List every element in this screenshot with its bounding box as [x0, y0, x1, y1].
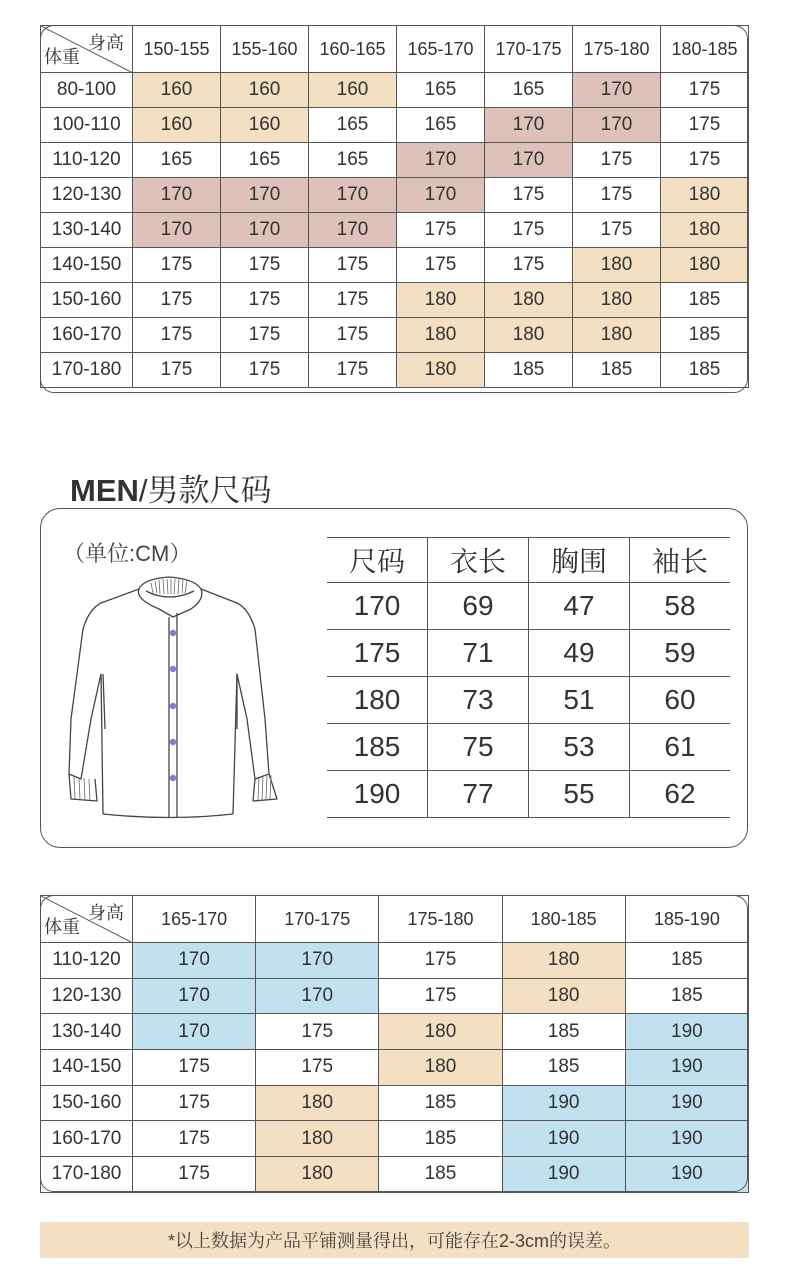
size-cell: 175 — [133, 1085, 256, 1121]
size-cell: 175 — [221, 318, 309, 353]
size-cell: 185 — [379, 1121, 502, 1157]
size-table-cell: 51 — [529, 677, 630, 724]
size-cell: 185 — [661, 283, 749, 318]
size-cell: 175 — [221, 283, 309, 318]
size-cell: 180 — [502, 978, 625, 1014]
size-chart-table-2 — [40, 895, 749, 1193]
size-cell: 175 — [133, 1157, 256, 1193]
shirt-illustration — [61, 569, 301, 819]
size-table-cell: 49 — [529, 630, 630, 677]
height-range-header: 165-170 — [133, 896, 256, 943]
size-table-cell: 69 — [428, 583, 529, 630]
size-table-cell: 73 — [428, 677, 529, 724]
size-cell: 190 — [625, 1121, 748, 1157]
size-table-cell: 47 — [529, 583, 630, 630]
size-cell: 175 — [485, 213, 573, 248]
weight-range-cell: 80-100 — [41, 73, 133, 108]
table-row — [41, 1121, 749, 1157]
size-table-cell: 58 — [630, 583, 731, 630]
size-cell: 185 — [502, 1050, 625, 1086]
size-cell: 180 — [256, 1121, 379, 1157]
size-cell: 190 — [625, 1085, 748, 1121]
size-cell: 175 — [309, 248, 397, 283]
size-cell: 175 — [133, 1050, 256, 1086]
size-cell: 180 — [661, 178, 749, 213]
table-row — [327, 630, 730, 677]
size-cell: 185 — [502, 1014, 625, 1050]
corner-cell — [41, 896, 133, 943]
table-row — [41, 353, 749, 388]
size-cell: 185 — [573, 353, 661, 388]
size-cell: 175 — [661, 108, 749, 143]
size-cell: 160 — [309, 73, 397, 108]
size-cell: 185 — [661, 318, 749, 353]
size-cell: 170 — [133, 178, 221, 213]
size-cell: 170 — [221, 178, 309, 213]
weight-range-cell: 170-180 — [41, 353, 133, 388]
size-cell: 175 — [309, 353, 397, 388]
weight-label: 体重 — [44, 47, 80, 67]
measurement-note: *以上数据为产品平铺测量得出，可能存在2-3cm的误差。 — [40, 1222, 749, 1258]
weight-range-cell: 110-120 — [41, 943, 133, 979]
size-cell: 170 — [133, 213, 221, 248]
table-row — [41, 318, 749, 353]
size-cell: 180 — [485, 283, 573, 318]
table-row — [41, 143, 749, 178]
size-table-cell: 55 — [529, 771, 630, 818]
height-range-header: 155-160 — [221, 26, 309, 73]
table-row — [41, 1014, 749, 1050]
weight-range-cell: 130-140 — [41, 1014, 133, 1050]
size-cell: 180 — [573, 283, 661, 318]
weight-range-cell: 160-170 — [41, 318, 133, 353]
shirt-buttons — [170, 630, 176, 781]
size-cell: 175 — [485, 178, 573, 213]
size-cell: 185 — [625, 978, 748, 1014]
men-section-title: MEN/男款尺码 — [70, 473, 272, 508]
size-cell: 170 — [397, 143, 485, 178]
table-row — [41, 178, 749, 213]
unit-label: （单位:CM） — [63, 541, 192, 566]
size-cell: 180 — [573, 248, 661, 283]
height-range-header: 180-185 — [661, 26, 749, 73]
table-row — [41, 978, 749, 1014]
size-cell: 180 — [502, 943, 625, 979]
size-cell: 175 — [133, 353, 221, 388]
height-range-header: 175-180 — [573, 26, 661, 73]
size-cell: 170 — [573, 73, 661, 108]
size-cell: 165 — [221, 143, 309, 178]
height-range-header: 170-175 — [485, 26, 573, 73]
height-label: 身高 — [88, 903, 124, 923]
size-cell: 190 — [625, 1050, 748, 1086]
size-cell: 175 — [133, 1121, 256, 1157]
size-chart-table-1 — [40, 25, 749, 388]
size-cell: 190 — [625, 1157, 748, 1193]
size-table-cell: 75 — [428, 724, 529, 771]
size-cell: 175 — [379, 943, 502, 979]
size-table-header: 衣长 — [428, 538, 529, 583]
height-range-header: 180-185 — [502, 896, 625, 943]
size-cell: 175 — [397, 248, 485, 283]
size-cell: 165 — [309, 108, 397, 143]
corner-cell — [41, 26, 133, 73]
size-cell: 175 — [309, 318, 397, 353]
size-table-cell: 175 — [327, 630, 428, 677]
size-table-header: 袖长 — [630, 538, 731, 583]
size-cell: 175 — [133, 318, 221, 353]
size-cell: 170 — [256, 978, 379, 1014]
size-cell: 175 — [485, 248, 573, 283]
height-range-header: 150-155 — [133, 26, 221, 73]
size-cell: 185 — [661, 353, 749, 388]
height-range-header: 160-165 — [309, 26, 397, 73]
size-cell: 165 — [485, 73, 573, 108]
size-table-cell: 77 — [428, 771, 529, 818]
size-cell: 180 — [661, 248, 749, 283]
size-cell: 180 — [379, 1014, 502, 1050]
table-row — [41, 283, 749, 318]
size-cell: 190 — [625, 1014, 748, 1050]
weight-range-cell: 140-150 — [41, 1050, 133, 1086]
size-cell: 180 — [397, 283, 485, 318]
size-cell: 175 — [397, 213, 485, 248]
size-cell: 170 — [221, 213, 309, 248]
size-cell: 190 — [502, 1121, 625, 1157]
size-cell: 170 — [309, 178, 397, 213]
size-table-cell: 185 — [327, 724, 428, 771]
table-row — [41, 213, 749, 248]
height-label: 身高 — [88, 33, 124, 53]
size-cell: 160 — [221, 108, 309, 143]
men-size-table — [327, 537, 730, 818]
weight-range-cell: 110-120 — [41, 143, 133, 178]
size-table-cell: 170 — [327, 583, 428, 630]
weight-range-cell: 120-130 — [41, 978, 133, 1014]
table-row — [41, 943, 749, 979]
table-row — [327, 771, 730, 818]
size-cell: 170 — [485, 143, 573, 178]
size-table-cell: 53 — [529, 724, 630, 771]
weight-range-cell: 150-160 — [41, 283, 133, 318]
size-table-cell: 61 — [630, 724, 731, 771]
size-cell: 180 — [397, 318, 485, 353]
table-row — [41, 73, 749, 108]
size-cell: 165 — [397, 108, 485, 143]
height-range-header: 175-180 — [379, 896, 502, 943]
size-table-cell: 71 — [428, 630, 529, 677]
table-row — [41, 1157, 749, 1193]
size-cell: 175 — [379, 978, 502, 1014]
size-cell: 160 — [133, 73, 221, 108]
size-cell: 185 — [625, 943, 748, 979]
size-cell: 180 — [379, 1050, 502, 1086]
size-cell: 175 — [573, 178, 661, 213]
size-cell: 175 — [573, 143, 661, 178]
size-cell: 165 — [309, 143, 397, 178]
height-range-header: 165-170 — [397, 26, 485, 73]
size-table-cell: 180 — [327, 677, 428, 724]
size-table-header: 尺码 — [327, 538, 428, 583]
weight-range-cell: 160-170 — [41, 1121, 133, 1157]
table-row — [327, 677, 730, 724]
size-cell: 180 — [256, 1085, 379, 1121]
header-row — [41, 896, 749, 943]
size-table-cell: 190 — [327, 771, 428, 818]
table-row — [41, 1085, 749, 1121]
size-cell: 175 — [573, 213, 661, 248]
size-cell: 180 — [485, 318, 573, 353]
size-cell: 175 — [133, 283, 221, 318]
size-cell: 175 — [221, 248, 309, 283]
size-cell: 175 — [309, 283, 397, 318]
table-row — [41, 248, 749, 283]
weight-range-cell: 170-180 — [41, 1157, 133, 1193]
size-cell: 170 — [133, 943, 256, 979]
size-cell: 180 — [397, 353, 485, 388]
weight-range-cell: 150-160 — [41, 1085, 133, 1121]
header-row — [41, 26, 749, 73]
size-cell: 180 — [573, 318, 661, 353]
size-cell: 160 — [221, 73, 309, 108]
size-table-cell: 62 — [630, 771, 731, 818]
size-cell: 185 — [379, 1085, 502, 1121]
size-cell: 175 — [661, 73, 749, 108]
size-cell: 175 — [256, 1014, 379, 1050]
size-cell: 170 — [256, 943, 379, 979]
size-table-header: 胸围 — [529, 538, 630, 583]
size-cell: 165 — [133, 143, 221, 178]
table-row — [41, 1050, 749, 1086]
table-row — [41, 108, 749, 143]
size-cell: 170 — [397, 178, 485, 213]
size-cell: 185 — [485, 353, 573, 388]
weight-label: 体重 — [44, 917, 80, 937]
size-cell: 180 — [256, 1157, 379, 1193]
size-cell: 170 — [485, 108, 573, 143]
size-cell: 190 — [502, 1085, 625, 1121]
weight-range-cell: 120-130 — [41, 178, 133, 213]
weight-range-cell: 140-150 — [41, 248, 133, 283]
size-cell: 190 — [502, 1157, 625, 1193]
table-row — [327, 583, 730, 630]
size-cell: 175 — [133, 248, 221, 283]
height-range-header: 185-190 — [625, 896, 748, 943]
men-size-box — [40, 508, 748, 848]
size-cell: 170 — [309, 213, 397, 248]
size-cell: 175 — [661, 143, 749, 178]
size-cell: 170 — [133, 978, 256, 1014]
size-cell: 180 — [661, 213, 749, 248]
size-cell: 175 — [221, 353, 309, 388]
size-table-cell: 60 — [630, 677, 731, 724]
size-cell: 165 — [397, 73, 485, 108]
size-cell: 175 — [256, 1050, 379, 1086]
size-cell: 170 — [573, 108, 661, 143]
weight-range-cell: 100-110 — [41, 108, 133, 143]
size-table-cell: 59 — [630, 630, 731, 677]
size-cell: 170 — [133, 1014, 256, 1050]
height-range-header: 170-175 — [256, 896, 379, 943]
size-cell: 185 — [379, 1157, 502, 1193]
table-row — [327, 724, 730, 771]
size-cell: 160 — [133, 108, 221, 143]
weight-range-cell: 130-140 — [41, 213, 133, 248]
